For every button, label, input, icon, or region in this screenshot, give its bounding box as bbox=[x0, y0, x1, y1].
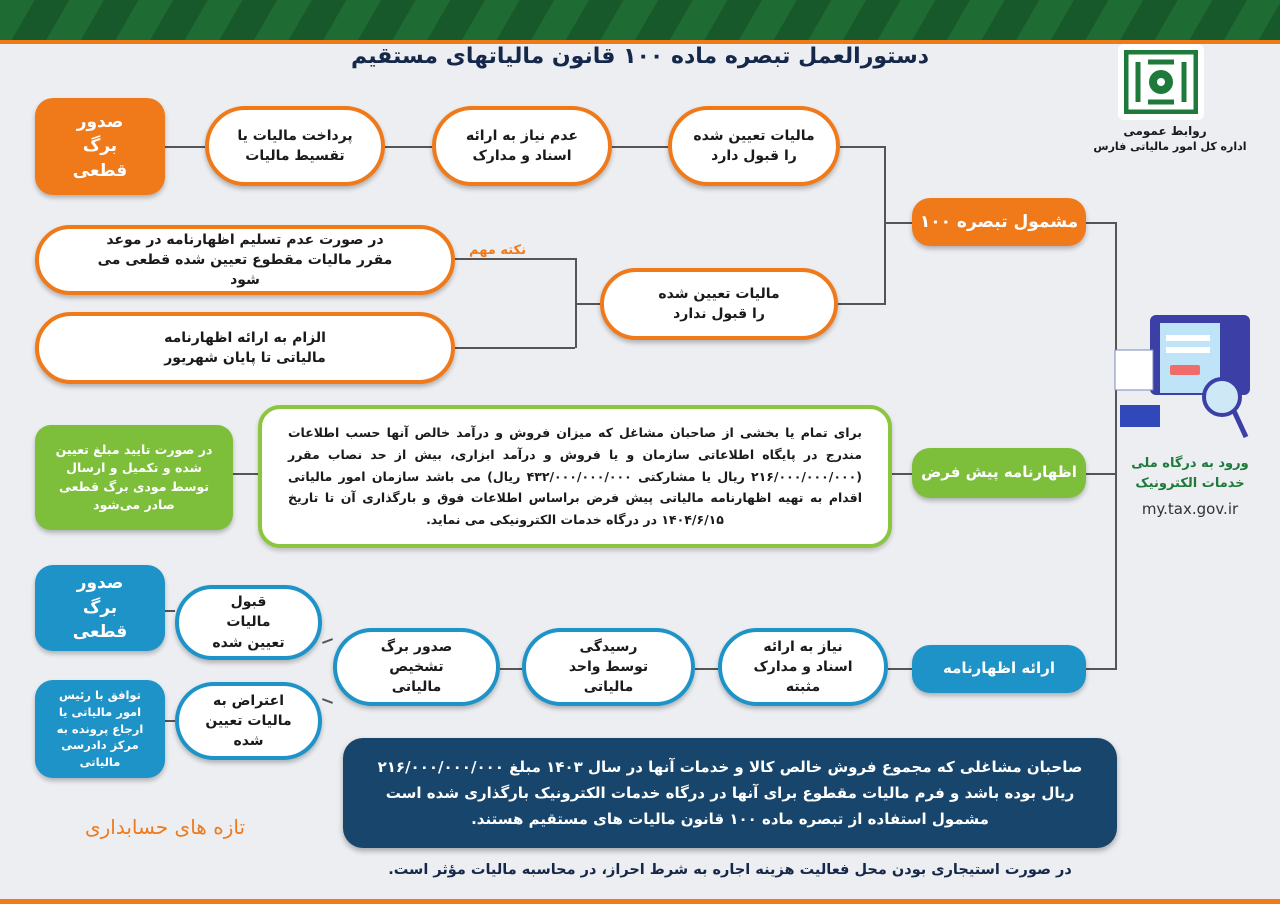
tax-emblem-icon bbox=[1124, 50, 1198, 114]
summary-box: صاحبان مشاغلی که مجموع فروش خالص کالا و خدمات آنها در سال ۱۴۰۳ مبلغ ۲۱۶/۰۰۰/۰۰۰/۰۰۰ ریال بوده باشد و فرم مالیات مقطوع برای آنها در درگاه خدمات الکترونیک بارگذاری شده است مشمول استفاده از تبصره ماده ۱۰۰ قانون مالیات های مستقیم هستند. bbox=[343, 738, 1117, 848]
audit-review-node[interactable]: رسیدگی توسط واحد مالیاتی bbox=[522, 628, 695, 706]
branch-default-return[interactable]: اظهارنامه پیش فرض bbox=[912, 448, 1086, 498]
header-band bbox=[0, 0, 1280, 40]
note-late-return: در صورت عدم تسلیم اظهارنامه در موعد مقرر مالیات مقطوع تعیین شده قطعی می شود bbox=[35, 225, 455, 295]
pay-tax-node[interactable]: پرداخت مالیات یا تقسیط مالیات bbox=[205, 106, 385, 186]
default-return-result: در صورت تایید مبلغ تعیین شده و تکمیل و ارسال توسط مودی برگ قطعی صادر می‌شود bbox=[35, 425, 233, 530]
branch-submit-return[interactable]: ارائه اظهارنامه bbox=[912, 645, 1086, 693]
portal-line2: خدمات الکترونیک bbox=[1135, 476, 1245, 491]
default-return-description: برای تمام یا بخشی از صاحبان مشاغل که میزان فروش و درآمد خالص آنها حسب اطلاعات مندرج در پایگاه اطلاعاتی سازمان و یا فروش و درآمد ابزاری، بیش از حد نصاب مقرر (۲۱۶/۰۰۰/۰۰۰/۰۰۰ ریال یا مشارکتی ۴۳۲/۰۰۰/۰۰۰/۰۰۰ ریال) می باشد سازمان امور مالیاتی اقدام به تهیه اظهارنامه مالیاتی پیش فرض براساس اطلاعات فوق و بارگذاری آن تا تاریخ ۱۴۰۴/۶/۱۵ در درگاه خدمات الکترونیکی می نماید. bbox=[258, 405, 892, 548]
note-mandatory-return: الزام به ارائه اظهارنامه مالیاتی تا پایان شهریور bbox=[35, 312, 455, 384]
object-assessment-node[interactable]: اعتراض به مالیات تعیین شده bbox=[175, 682, 322, 760]
computer-tax-icon bbox=[1110, 305, 1260, 450]
branch-tabsare-100[interactable]: مشمول تبصره ۱۰۰ bbox=[912, 198, 1086, 246]
accept-tax-node[interactable]: مالیات تعیین شده را قبول دارد bbox=[668, 106, 840, 186]
important-note-label: نکته مهم bbox=[469, 243, 526, 258]
no-docs-node[interactable]: عدم نیاز به ارائه اسناد و مدارک bbox=[432, 106, 612, 186]
logo-line2: اداره کل امور مالیاتی فارس bbox=[1093, 140, 1247, 153]
reject-tax-node[interactable]: مالیات تعیین شده را قبول ندارد bbox=[600, 268, 838, 340]
watermark: تازه های حسابداری bbox=[84, 815, 246, 839]
page-title: دستورالعمل تبصره ماده ۱۰۰ قانون مالیاتهای مستقیم bbox=[350, 44, 930, 69]
assessment-notice-node[interactable]: صدور برگ تشخیص مالیاتی bbox=[333, 628, 500, 706]
portal-line1: ورود به درگاه ملی bbox=[1131, 456, 1249, 471]
portal-url[interactable]: my.tax.gov.ir bbox=[1141, 500, 1239, 518]
accept-assessment-node[interactable]: قبول مالیات تعیین شده bbox=[175, 585, 322, 660]
final-notice-node-2[interactable]: صدور برگ قطعی bbox=[35, 565, 165, 651]
logo-line1: روابط عمومی bbox=[1123, 124, 1207, 138]
footer-band bbox=[0, 899, 1280, 904]
logo bbox=[1118, 44, 1204, 120]
final-notice-node[interactable]: صدور برگ قطعی bbox=[35, 98, 165, 195]
settlement-node: توافق با رئیس امور مالیاتی یا ارجاع پرونده به مرکز دادرسی مالیاتی bbox=[35, 680, 165, 778]
footnote: در صورت استیجاری بودن محل فعالیت هزینه اجاره به شرط احراز، در محاسبه مالیات مؤثر است. bbox=[388, 862, 1072, 878]
portal-illustration bbox=[1110, 305, 1260, 450]
docs-required-node[interactable]: نیاز به ارائه اسناد و مدارک مثبته bbox=[718, 628, 888, 706]
